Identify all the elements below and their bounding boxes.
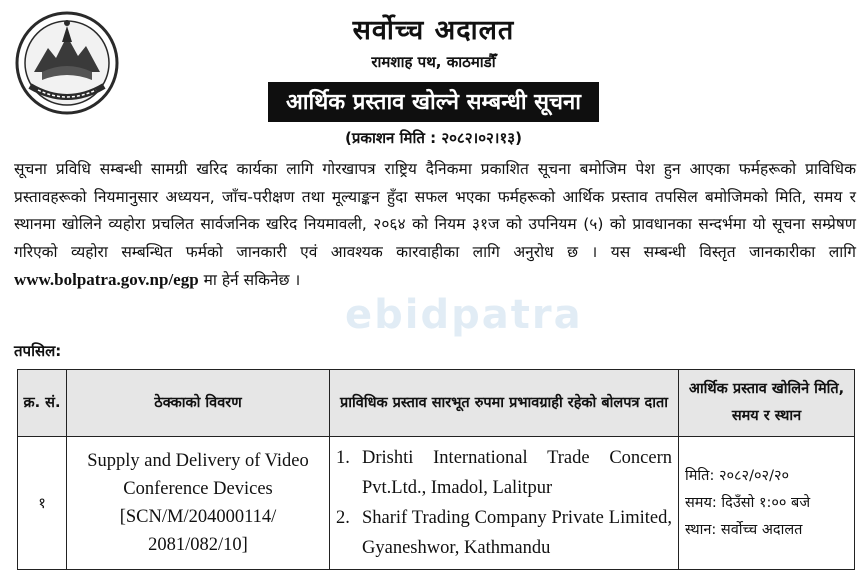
bidder-number: 2.: [336, 508, 350, 528]
row-opening-details: [679, 437, 855, 570]
court-title: सर्वोच्च अदालत: [352, 15, 515, 46]
notice-body-text: सूचना प्रविधि सम्बन्धी सामग्री खरिद कार्यका लागि गोरखापत्र राष्ट्रिय दैनिकमा प्रकाशित सूचना बमोजिम पेश हुन आएका फर्महरूको प्राविधिक प्रस्तावहरूको नियमानुसार अध्ययन, जाँच-परीक्षण तथा मूल्याङ्कन हुँदा सफल भएका फर्महरूको आर्थिक प्रस्ताव तपसिल बमोजिमको मिति, समय र स्थानमा खोलिने व्यहोरा प्रचलित सार्वजनिक खरिद नियमावली, २०६४ को नियम ३१ज को उपनियम (५) को प्रावधानका सन्दर्भमा यो सूचना सम्प्रेषण गरिएको व्यहोरा सम्बन्धित फर्मको जानकारी एवं आवश्यक कारवाहीका लागि अनुरोध छ । यस सम्बन्धी विस्तृत जानकारीका लागि: [14, 160, 857, 261]
row-bidders: [330, 437, 679, 570]
opening-place: स्थान: सर्वोच्च अदालत: [685, 521, 803, 538]
bolpatra-link[interactable]: www.bolpatra.gov.np/egp: [14, 270, 199, 289]
opening-time: समय: दिउँसो १:०० बजे: [685, 494, 811, 511]
row-serial-number: १: [18, 437, 67, 570]
notice-banner: आर्थिक प्रस्ताव खोल्ने सम्बन्धी सूचना: [268, 82, 599, 122]
contract-number: [SCN/M/204000114/ 2081/082/10]: [119, 507, 277, 555]
notice-body-ending: मा हेर्न सकिनेछ ।: [198, 271, 301, 289]
court-address: रामशाह पथ, काठमाडौँ: [371, 53, 496, 71]
header-bidders: प्राविधिक प्रस्ताव सारभूत रुपमा प्रभावग्राही रहेको बोलपत्र दाता: [330, 370, 679, 437]
bidder-name: Sharif Trading Company Private Limited, Gyaneshwor, Kathmandu: [362, 508, 672, 558]
watermark: ebidpatra: [345, 292, 583, 338]
bidder-item: [336, 503, 672, 563]
schedule-table: [17, 369, 855, 570]
bidder-number: 1.: [336, 448, 350, 468]
schedule-label: तपसिल:: [14, 342, 62, 360]
table-row: [18, 437, 855, 570]
header-serial-number: क्र. सं.: [18, 370, 67, 437]
publication-date: (प्रकाशन मिति : २०८२।०२।१३): [345, 129, 522, 147]
row-contract-description: [67, 437, 330, 570]
contract-title: Supply and Delivery of Video Conference Devices: [87, 451, 309, 499]
header-contract-description: ठेक्काको विवरण: [67, 370, 330, 437]
opening-date: मिति: २०८२/०२/२०: [685, 467, 790, 484]
bidder-name: Drishti International Trade Concern Pvt.Ltd., Imadol, Lalitpur: [362, 448, 672, 498]
bidder-item: [336, 443, 672, 503]
header-opening-details: आर्थिक प्रस्ताव खोलिने मिति, समय र स्थान: [679, 370, 855, 437]
table-header-row: [18, 370, 855, 437]
notice-body: [14, 156, 856, 295]
